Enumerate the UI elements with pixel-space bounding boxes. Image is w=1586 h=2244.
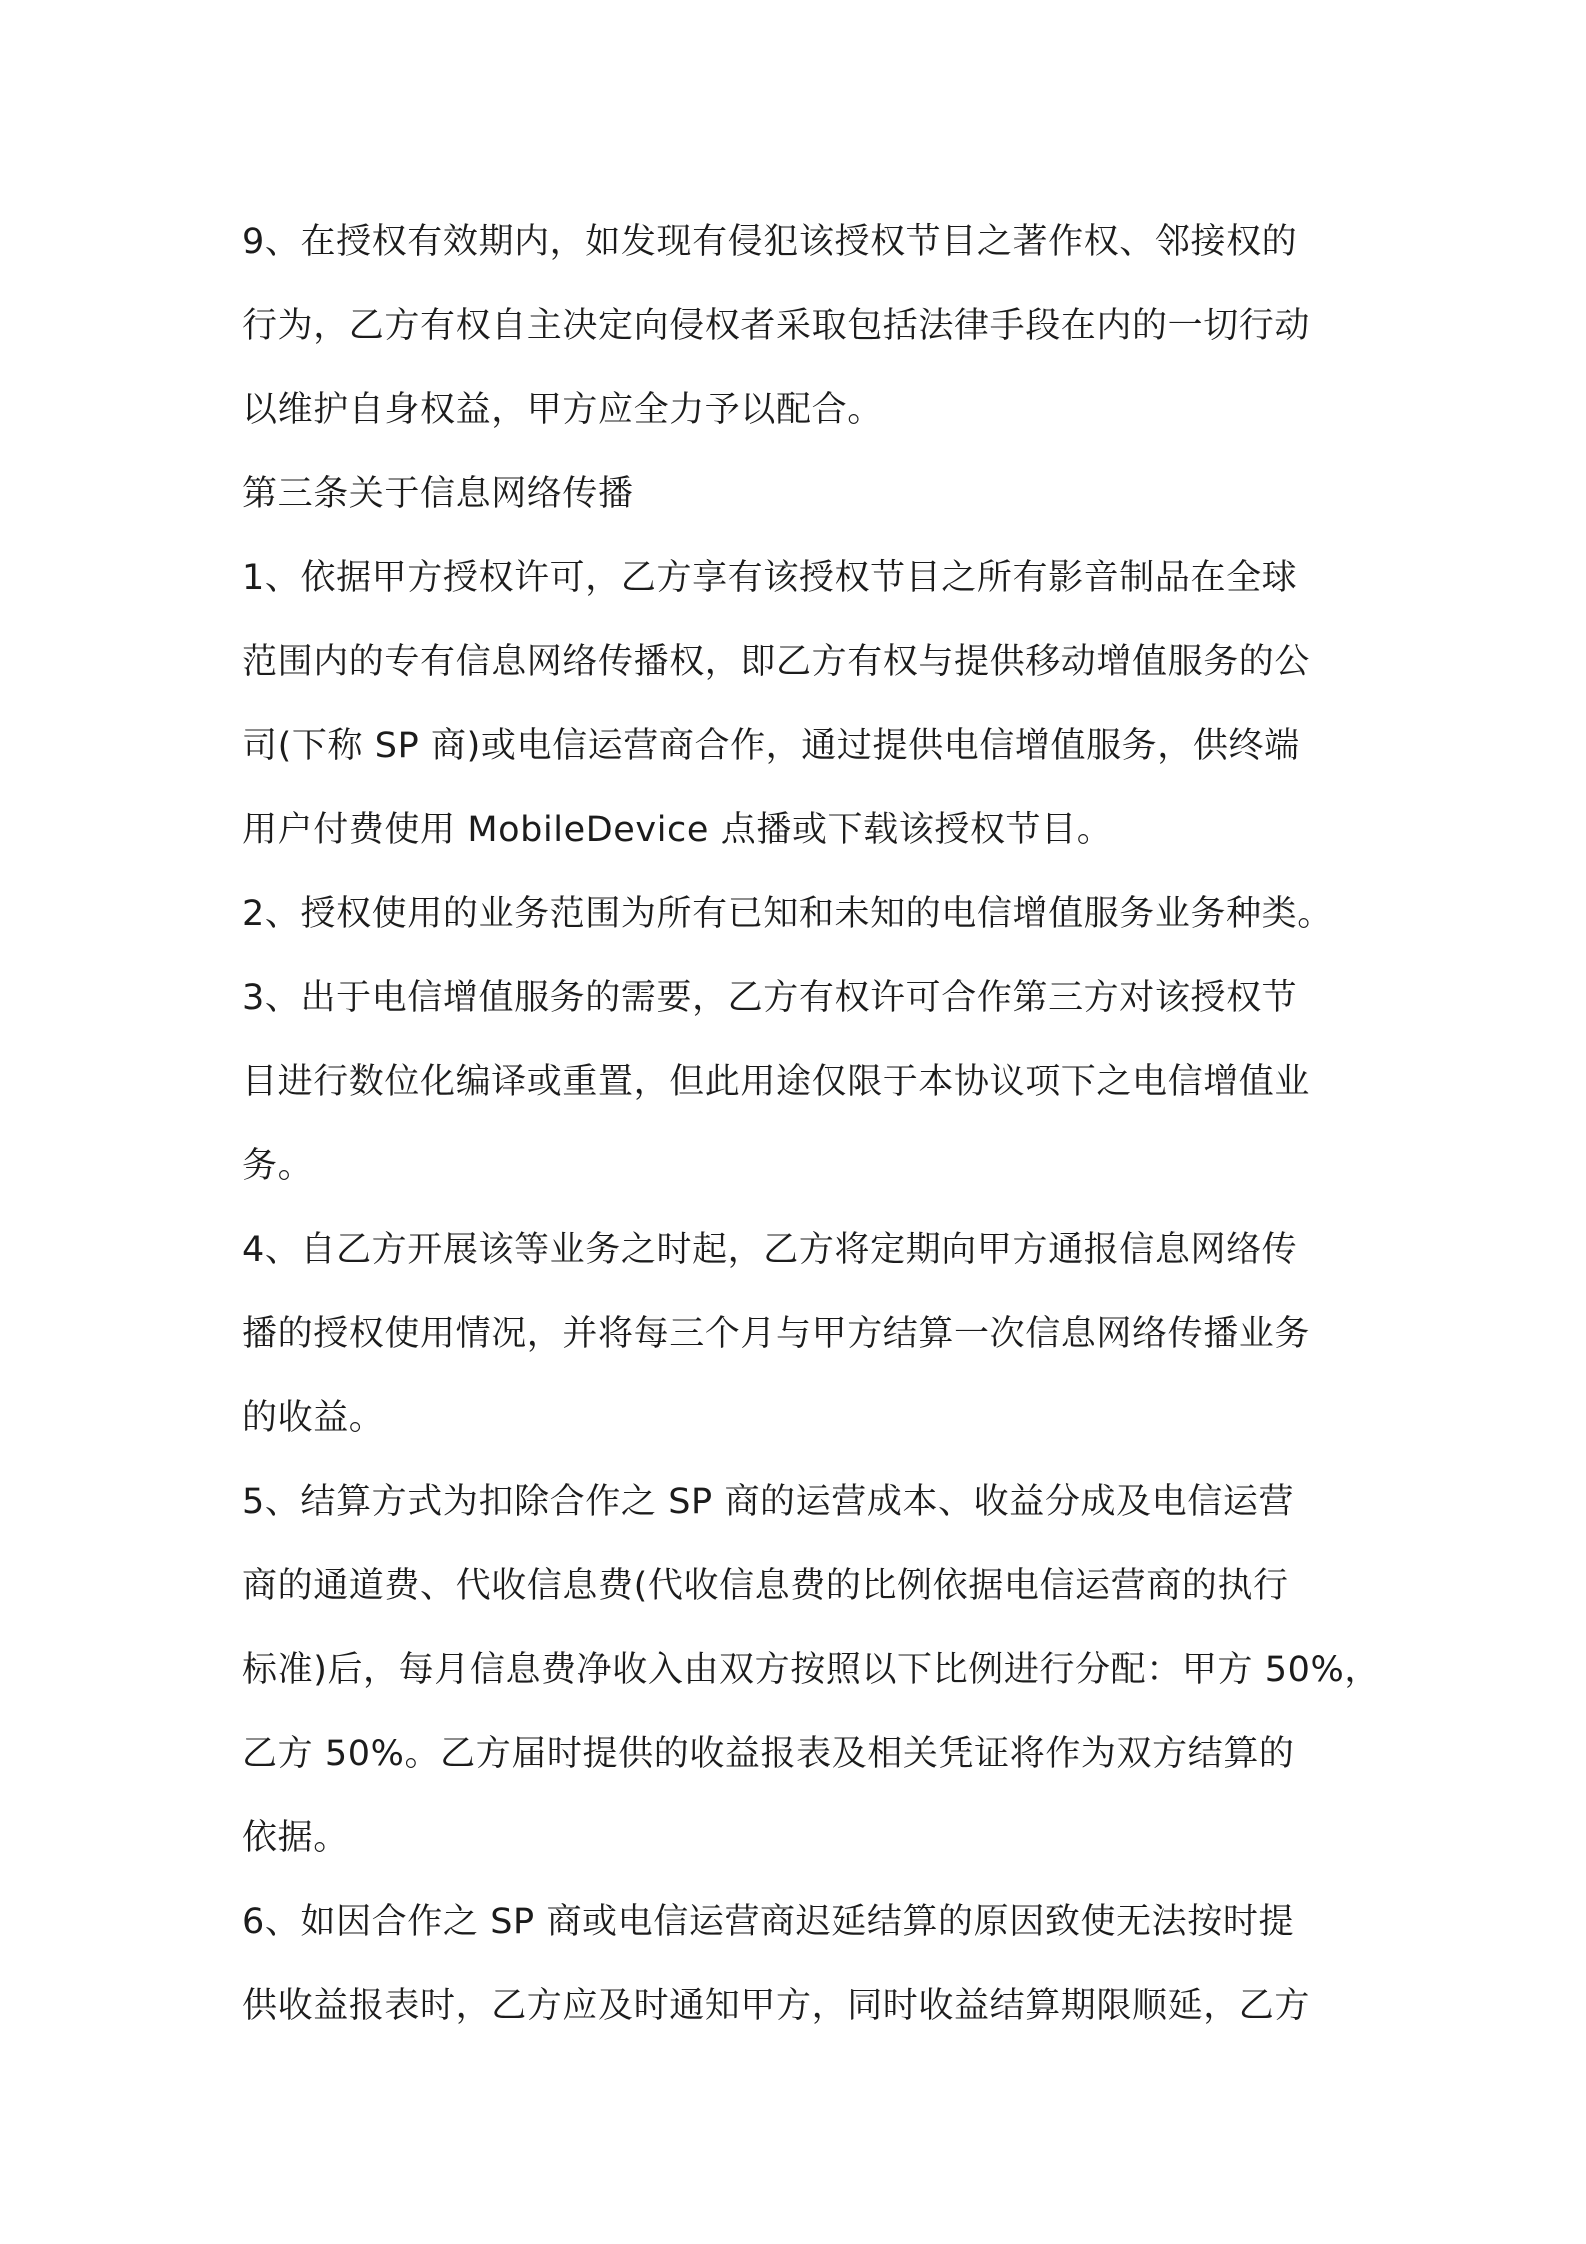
text-line: 行为，乙方有权自主决定向侵权者采取包括法律手段在内的一切行动 [242,306,1311,346]
text-line: 用户付费使用 MobileDevice 点播或下载该授权节目。 [242,810,1113,850]
text-line: 6、如因合作之 SP 商或电信运营商迟延结算的原因致使无法按时提 [242,1902,1295,1942]
text-line: 4、自乙方开展该等业务之时起，乙方将定期向甲方通报信息网络传 [242,1230,1298,1270]
text-line: 目进行数位化编译或重置，但此用途仅限于本协议项下之电信增值业 [242,1062,1311,1102]
text-line: 司(下称 SP 商)或电信运营商合作，通过提供电信增值服务，供终端 [242,726,1300,766]
text-line: 供收益报表时，乙方应及时通知甲方，同时收益结算期限顺延，乙方 [242,1986,1311,2026]
text-line: 3、出于电信增值服务的需要，乙方有权许可合作第三方对该授权节 [242,978,1298,1018]
section-heading: 第三条关于信息网络传播 [242,474,634,514]
text-line: 播的授权使用情况，并将每三个月与甲方结算一次信息网络传播业务 [242,1314,1311,1354]
text-line: 商的通道费、代收信息费(代收信息费的比例依据电信运营商的执行 [242,1566,1289,1606]
text-line: 1、依据甲方授权许可，乙方享有该授权节目之所有影音制品在全球 [242,558,1298,598]
text-line: 2、授权使用的业务范围为所有已知和未知的电信增值服务业务种类。 [242,894,1333,934]
text-line: 以维护自身权益，甲方应全力予以配合。 [242,390,883,430]
text-line: 5、结算方式为扣除合作之 SP 商的运营成本、收益分成及电信运营 [242,1482,1295,1522]
text-line: 9、在授权有效期内，如发现有侵犯该授权节目之著作权、邻接权的 [242,222,1298,262]
document-body [242,200,1380,2048]
text-line: 范围内的专有信息网络传播权，即乙方有权与提供移动增值服务的公 [242,642,1311,682]
text-line: 乙方 50%。乙方届时提供的收益报表及相关凭证将作为双方结算的 [242,1734,1295,1774]
text-line: 依据。 [242,1818,349,1858]
text-line: 标准)后，每月信息费净收入由双方按照以下比例进行分配：甲方 50%， [242,1650,1380,1690]
text-line: 的收益。 [242,1398,385,1438]
text-line: 务。 [242,1146,314,1186]
